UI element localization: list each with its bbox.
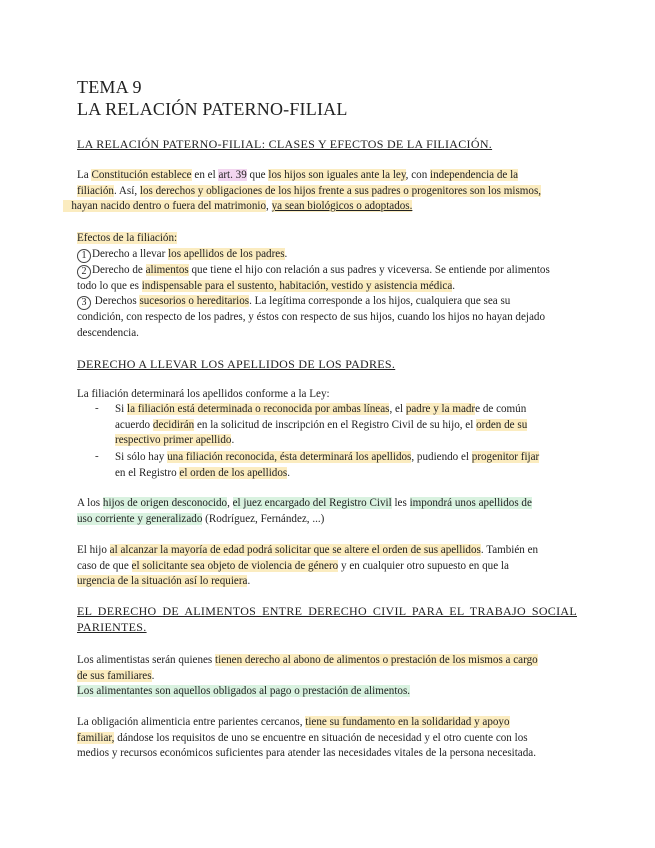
paragraph-obligation: La obligación alimenticia entre parientes cercanos, tiene su fundamento en la solidaridad y apoyo familiar, dándose los requisitos de uno se encuentre en situación de necesidad y el otro cuente con los medios y recursos económicos suficientes para atender las necesidades vitales de la persona necesitada. (77, 716, 536, 760)
bullet-dash: - (95, 450, 99, 462)
circled-number: 3 (77, 296, 91, 310)
section-heading-surnames: DERECHO A LLEVAR LOS APELLIDOS DE LOS PADRES. (77, 357, 396, 371)
section-heading-filiation: LA RELACIÓN PATERNO-FILIAL: CLASES Y EFECTOS DE LA FILIACIÓN. (77, 137, 493, 151)
circled-number: 2 (77, 265, 91, 279)
paragraph-constitution: La Constitución establece en el art. 39 que los hijos son iguales ante la ley, con independencia de la filiación. Así, los derechos y obligaciones de los hijos frente a sus padres o progenitores son los mismos, hayan nacido dentro o fuera del matrimonio, ya sean biológicos o adoptados. (77, 168, 577, 215)
effect-item-3: 3 Derechos sucesorios o hereditarios. La legítima corresponde a los hijos, cualquiera que sea su condición, con respecto de los padres, y éstos con respecto de sus hijos, cuando los hijos no hayan dejado descendencia. (77, 295, 545, 339)
circled-number: 1 (77, 249, 91, 263)
effect-item-1: 1 Derecho a llevar los apellidos de los padres. (77, 247, 577, 263)
paragraph-alimentantes: Los alimentantes son aquellos obligados al pago o prestación de alimentos. (77, 685, 411, 697)
bullet-dash: - (95, 402, 99, 414)
bullet-both-lines: Si la filiación está determinada o reconocida por ambas líneas, el padre y la madre de común acuerdo decidirán en la solicitud de inscripción en el Registro Civil de su hijo, el orden de su respectivo primer apellido. (115, 403, 528, 447)
paragraph-alimentistas: Los alimentistas serán quienes tienen derecho al abono de alimentos o prestación de los mismos a cargo de sus familiares. (77, 654, 538, 682)
page-title-line2: LA RELACIÓN PATERNO-FILIAL (77, 99, 348, 119)
paragraph-surnames-intro: La filiación determinará los apellidos conforme a la Ley: (77, 388, 330, 400)
effects-label: Efectos de la filiación: (77, 232, 178, 244)
section-heading-alimony: EL DERECHO DE ALIMENTOS ENTRE DERECHO CIVIL PARA EL TRABAJO SOCIAL (77, 604, 577, 618)
paragraph-unknown-origin: A los hijos de origen desconocido, el juez encargado del Registro Civil les impondrá unos apellidos de uso corriente y generalizado (Rodríguez, Fernández, ...) (77, 497, 532, 525)
section-heading-alimony-line2: PARIENTES. (77, 620, 147, 634)
paragraph-adult-child: El hijo al alcanzar la mayoría de edad podrá solicitar que se altere el orden de sus apellidos. También en caso de que el solicitante sea objeto de violencia de género y en cualquier otro supuesto en que la urgencia de la situación así lo requiera. (77, 544, 539, 588)
bullet-single-line: Si sólo hay una filiación reconocida, ésta determinará los apellidos, pudiendo el progenitor fijar en el Registro el orden de los apellidos. (115, 451, 540, 479)
effect-item-2: 2 Derecho de alimentos que tiene el hijo con relación a sus padres y viceversa. Se entiende por alimentos todo lo que es indispensable para el sustento, habitación, vestido y asistencia médica. (77, 264, 550, 292)
page-title-line1: TEMA 9 (77, 77, 142, 97)
